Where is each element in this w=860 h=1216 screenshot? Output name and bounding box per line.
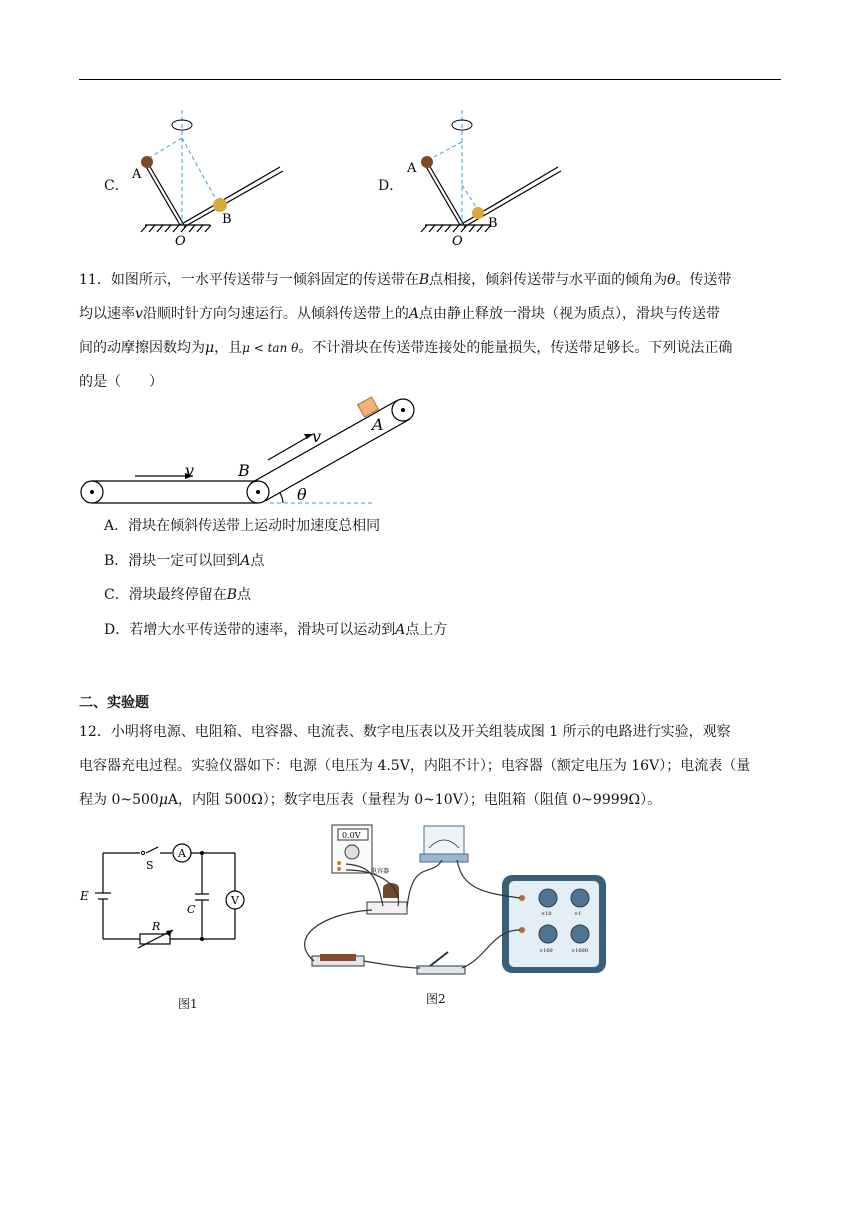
svg-text:B: B (488, 216, 498, 231)
q11-line3: 间的动摩擦因数均为μ，且μ < tan θ。不计滑块在传送带连接处的能量损失，传送带足够长。下列说法正确 (79, 340, 733, 356)
svg-text:O: O (452, 234, 463, 249)
fig1-caption: 图1 (178, 997, 198, 1011)
fig2-caption: 图2 (426, 992, 446, 1006)
svg-text:V: V (231, 894, 239, 907)
svg-text:E: E (80, 889, 89, 903)
figure-option-d (400, 110, 585, 250)
label-b: B (222, 212, 232, 227)
theta-label: θ (297, 485, 307, 504)
option-c-label: C． (104, 178, 129, 194)
voltmeter-display: 0.0V (342, 831, 361, 840)
svg-text:S: S (146, 859, 154, 872)
svg-text:×1000: ×1000 (571, 948, 588, 954)
svg-text:R: R (152, 920, 161, 933)
section-title: 二、实验题 (79, 695, 149, 711)
q12-line1: 12．小明将电源、电阻箱、电容器、电流表、数字电压表以及开关组装成图 1 所示的电路进行实验，观察 (79, 724, 731, 740)
label-a: A (132, 167, 142, 182)
v-label-1: v (185, 461, 195, 480)
header-rule (79, 79, 781, 80)
conveyor-figure (75, 392, 420, 512)
q11-line1: 11．如图所示，一水平传送带与一倾斜固定的传送带在B点相接，倾斜传送带与水平面的倾角为θ。传送带 (79, 272, 732, 288)
svg-text:×1: ×1 (574, 911, 582, 917)
label-o: O (175, 234, 186, 249)
b-label: B (238, 461, 250, 480)
q11-line4: 的是（ ） (79, 374, 163, 390)
svg-text:A: A (178, 847, 186, 860)
svg-text:×100: ×100 (539, 948, 553, 954)
capacitor-label: 电容器 (371, 868, 390, 875)
apparatus-fig2 (292, 818, 612, 978)
q11-option-b[interactable]: B．滑块一定可以回到A点 (104, 553, 265, 569)
v-label-2: v (312, 427, 322, 446)
a-label: A (372, 415, 384, 434)
figure-option-c (125, 110, 310, 250)
svg-text:C: C (187, 903, 196, 916)
q11-option-d[interactable]: D．若增大水平传送带的速率，滑块可以运动到A点上方 (104, 622, 448, 638)
q11-option-c[interactable]: C．滑块最终停留在B点 (104, 587, 252, 603)
q11-option-a[interactable]: A．滑块在倾斜传送带上运动时加速度总相同 (104, 518, 381, 534)
q11-line2: 均以速率v沿顺时针方向匀速运行。从倾斜传送带上的A点由静止释放一滑块（视为质点），滑块与传送带 (79, 306, 721, 322)
q12-line3: 程为 0~500μA，内阻 500Ω）；数字电压表（量程为 0~10V）；电阻箱（阻值 0~9999Ω）。 (79, 792, 662, 808)
circuit-diagram-fig1 (78, 838, 248, 953)
q12-line2: 电容器充电过程。实验仪器如下：电源（电压为 4.5V，内阻不计）；电容器（额定电压为 16V）；电流表（量 (79, 758, 751, 774)
svg-text:×10: ×10 (541, 911, 552, 917)
svg-text:A: A (407, 161, 417, 176)
option-d-label: D． (378, 178, 404, 194)
